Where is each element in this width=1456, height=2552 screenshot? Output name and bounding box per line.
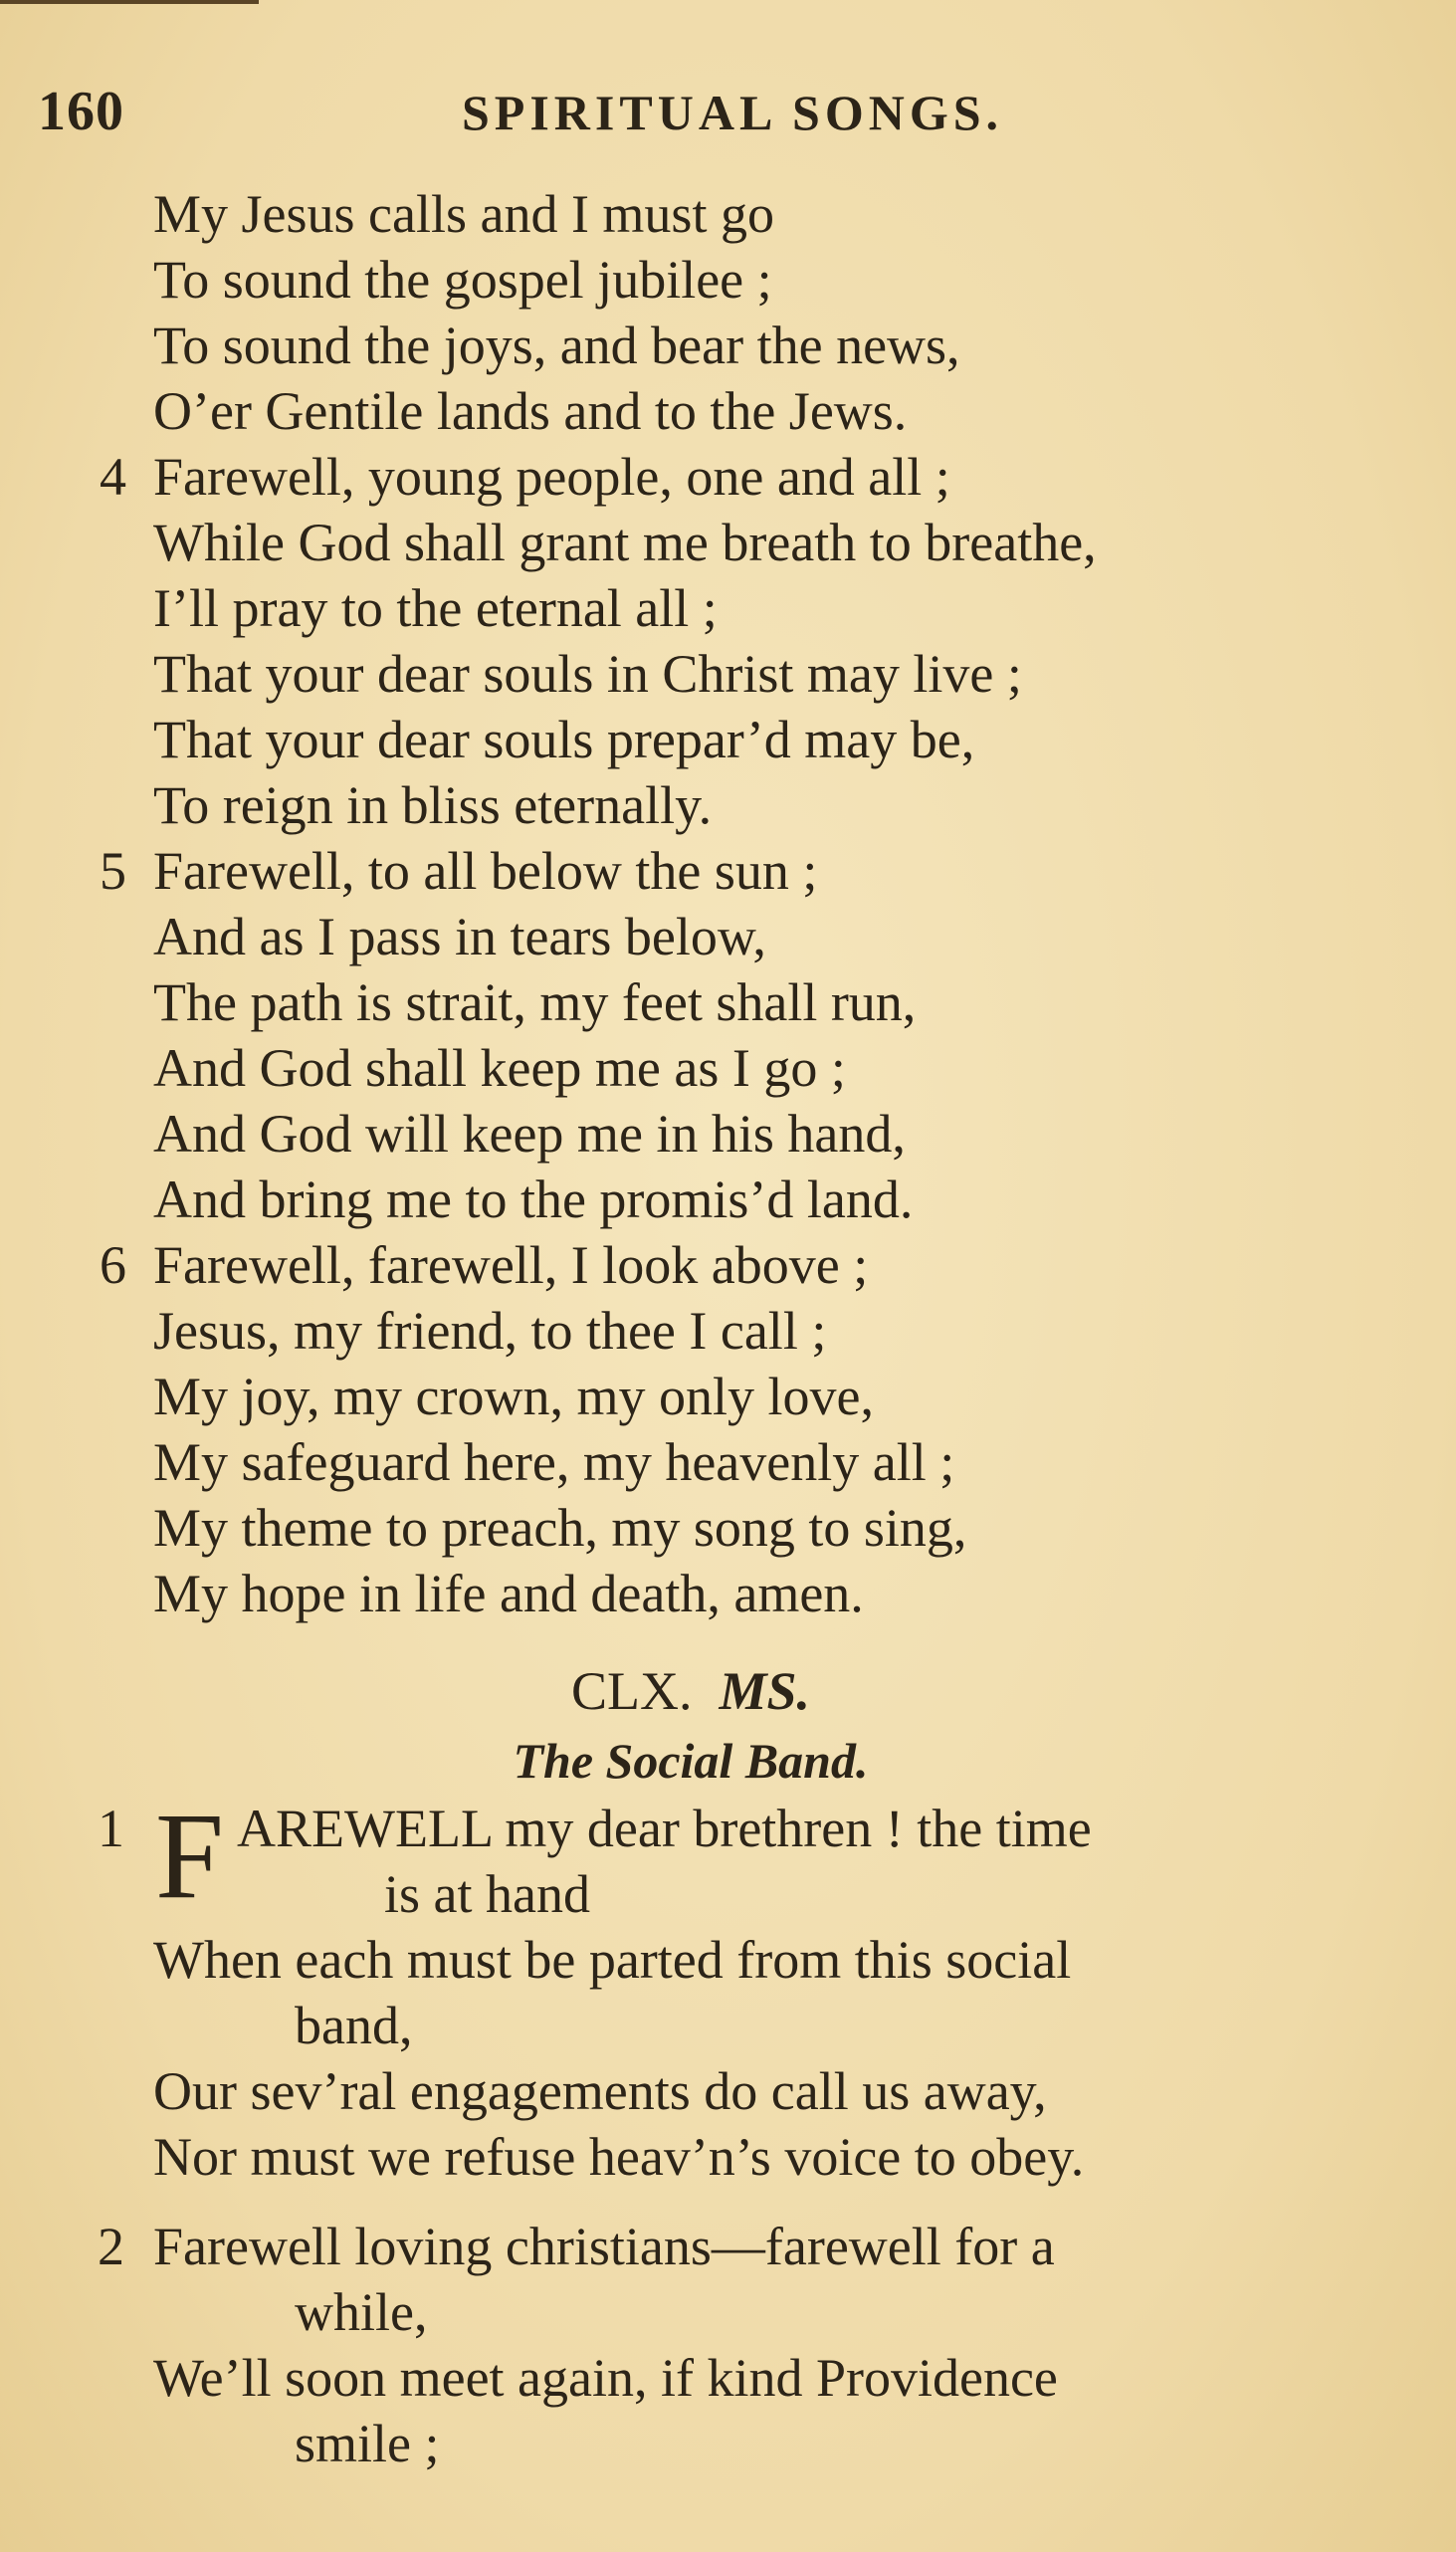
drop-cap: F bbox=[155, 1788, 224, 1924]
verse-line: Farewell, farewell, I look above ; bbox=[153, 1235, 869, 1295]
verse-line: When each must be parted from this social bbox=[153, 1930, 1072, 1990]
stanza-number: 2 bbox=[98, 2217, 124, 2276]
verse-line: My theme to preach, my song to sing, bbox=[153, 1498, 967, 1558]
hymn-number: CLX. bbox=[570, 1661, 693, 1721]
stanza-4 bbox=[84, 444, 1417, 838]
stanza-6 bbox=[84, 1232, 1417, 1626]
verse-line: And God shall keep me as I go ; bbox=[153, 1038, 846, 1098]
stanza-3-tail bbox=[84, 181, 1417, 444]
verse-line: I’ll pray to the eternal all ; bbox=[153, 578, 718, 638]
verse-line: My hope in life and death, amen. bbox=[153, 1564, 864, 1623]
verse-line: While God shall grant me breath to breathe, bbox=[153, 513, 1097, 572]
verse-line: And God will keep me in his hand, bbox=[153, 1104, 906, 1164]
verse-line: Farewell, young people, one and all ; bbox=[153, 447, 950, 507]
verse-line-cont: is at hand bbox=[384, 1864, 590, 1924]
new-stanza-1 bbox=[84, 1788, 1417, 2190]
verse-line: To sound the gospel jubilee ; bbox=[153, 250, 772, 310]
verse-line: My Jesus calls and I must go bbox=[153, 184, 774, 244]
verse-line: AREWELL my dear brethren ! the time bbox=[237, 1799, 1092, 1858]
hymn-heading bbox=[84, 1656, 1417, 1726]
hymn-tune: MS. bbox=[719, 1661, 811, 1721]
verse-line: Our sev’ral engagements do call us away, bbox=[153, 2061, 1047, 2121]
verse-line: To reign in bliss eternally. bbox=[153, 775, 713, 835]
verse-line: The path is strait, my feet shall run, bbox=[153, 972, 917, 1032]
page-content bbox=[84, 181, 1417, 2476]
verse-line: To sound the joys, and bear the news, bbox=[153, 316, 960, 375]
stanza-5 bbox=[84, 838, 1417, 1232]
verse-line: That your dear souls prepar’d may be, bbox=[153, 710, 975, 769]
page-number: 160 bbox=[38, 81, 124, 142]
top-rule bbox=[0, 0, 259, 4]
verse-line: And bring me to the promis’d land. bbox=[153, 1170, 914, 1229]
verse-line: Jesus, my friend, to thee I call ; bbox=[153, 1301, 827, 1361]
stanza-number: 1 bbox=[98, 1799, 124, 1858]
verse-line: Farewell, to all below the sun ; bbox=[153, 841, 818, 901]
verse-line: That your dear souls in Christ may live ; bbox=[153, 644, 1022, 704]
new-stanza-2 bbox=[84, 2214, 1417, 2476]
verse-line: And as I pass in tears below, bbox=[153, 907, 766, 966]
verse-line: Nor must we refuse heav’n’s voice to obey. bbox=[153, 2127, 1085, 2187]
verse-line: We’ll soon meet again, if kind Providence bbox=[153, 2348, 1058, 2408]
hymn-title: The Social Band. bbox=[513, 1733, 869, 1789]
verse-line-cont: while, bbox=[295, 2282, 428, 2342]
verse-line: My safeguard here, my heavenly all ; bbox=[153, 1432, 955, 1492]
verse-line: O’er Gentile lands and to the Jews. bbox=[153, 381, 908, 441]
verse-line: My joy, my crown, my only love, bbox=[153, 1367, 874, 1426]
stanza-number: 4 bbox=[100, 447, 126, 507]
verse-line-cont: smile ; bbox=[295, 2414, 440, 2473]
running-head: SPIRITUAL SONGS. bbox=[462, 85, 1004, 140]
verse-line: Farewell loving christians—farewell for a bbox=[153, 2217, 1055, 2276]
page-header bbox=[38, 80, 1093, 149]
verse-line-cont: band, bbox=[295, 1996, 413, 2055]
stanza-number: 5 bbox=[100, 841, 126, 901]
stanza-number: 6 bbox=[100, 1235, 126, 1295]
